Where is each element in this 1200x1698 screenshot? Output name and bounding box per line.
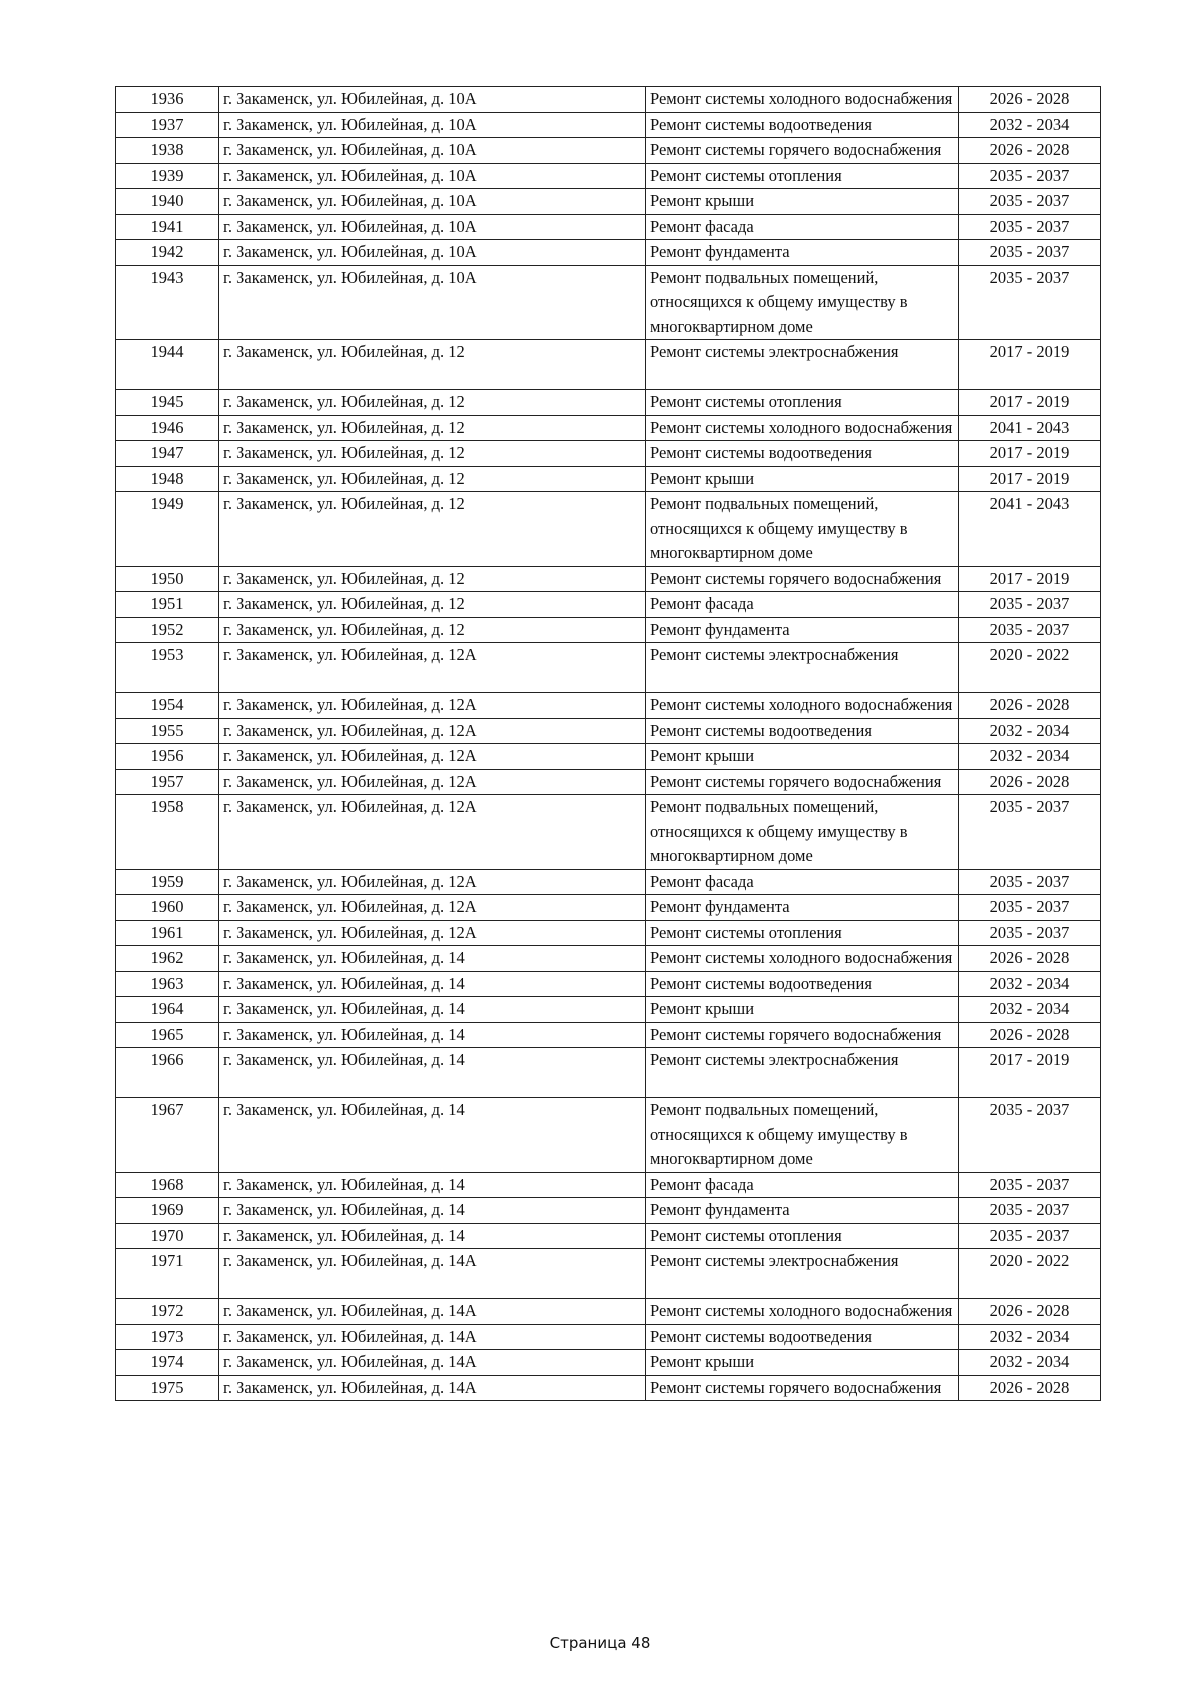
row-work-type: Ремонт системы горячего водоснабжения (646, 138, 959, 164)
table-row (116, 189, 1101, 215)
row-address: г. Закаменск, ул. Юбилейная, д. 12А (219, 718, 646, 744)
table-row (116, 718, 1101, 744)
row-work-type: Ремонт системы отопления (646, 920, 959, 946)
row-period: 2035 - 2037 (959, 920, 1101, 946)
row-number: 1952 (116, 617, 219, 643)
row-address: г. Закаменск, ул. Юбилейная, д. 14 (219, 997, 646, 1023)
row-period: 2026 - 2028 (959, 1022, 1101, 1048)
row-period: 2032 - 2034 (959, 744, 1101, 770)
row-period: 2035 - 2037 (959, 1098, 1101, 1173)
row-work-type: Ремонт фундамента (646, 617, 959, 643)
row-period: 2035 - 2037 (959, 214, 1101, 240)
row-period: 2041 - 2043 (959, 492, 1101, 567)
table-row (116, 340, 1101, 390)
row-period: 2035 - 2037 (959, 189, 1101, 215)
row-address: г. Закаменск, ул. Юбилейная, д. 14 (219, 1198, 646, 1224)
row-work-type: Ремонт системы холодного водоснабжения (646, 693, 959, 719)
row-period: 2035 - 2037 (959, 1198, 1101, 1224)
row-work-type: Ремонт системы отопления (646, 163, 959, 189)
row-work-type: Ремонт системы отопления (646, 1223, 959, 1249)
row-work-type: Ремонт системы холодного водоснабжения (646, 946, 959, 972)
row-period: 2017 - 2019 (959, 340, 1101, 390)
row-number: 1969 (116, 1198, 219, 1224)
row-number: 1968 (116, 1172, 219, 1198)
page-number: Страница 48 (549, 1634, 651, 1652)
row-number: 1948 (116, 466, 219, 492)
table-row (116, 466, 1101, 492)
row-address: г. Закаменск, ул. Юбилейная, д. 12А (219, 895, 646, 921)
row-address: г. Закаменск, ул. Юбилейная, д. 10А (219, 189, 646, 215)
row-work-type: Ремонт фасада (646, 869, 959, 895)
row-address: г. Закаменск, ул. Юбилейная, д. 10А (219, 138, 646, 164)
row-work-type: Ремонт крыши (646, 744, 959, 770)
table-row (116, 1198, 1101, 1224)
row-work-type: Ремонт системы горячего водоснабжения (646, 566, 959, 592)
table-row (116, 1350, 1101, 1376)
row-period: 2032 - 2034 (959, 112, 1101, 138)
row-work-type: Ремонт системы холодного водоснабжения (646, 1299, 959, 1325)
row-period: 2020 - 2022 (959, 1249, 1101, 1299)
row-address: г. Закаменск, ул. Юбилейная, д. 14А (219, 1299, 646, 1325)
row-address: г. Закаменск, ул. Юбилейная, д. 12А (219, 795, 646, 870)
row-work-type: Ремонт фасада (646, 214, 959, 240)
row-number: 1972 (116, 1299, 219, 1325)
row-address: г. Закаменск, ул. Юбилейная, д. 14 (219, 971, 646, 997)
row-number: 1945 (116, 390, 219, 416)
row-work-type: Ремонт системы холодного водоснабжения (646, 87, 959, 113)
row-period: 2035 - 2037 (959, 265, 1101, 340)
table-row (116, 1324, 1101, 1350)
row-number: 1973 (116, 1324, 219, 1350)
row-address: г. Закаменск, ул. Юбилейная, д. 10А (219, 240, 646, 266)
row-number: 1970 (116, 1223, 219, 1249)
row-work-type: Ремонт системы электроснабжения (646, 1048, 959, 1098)
row-work-type: Ремонт фундамента (646, 1198, 959, 1224)
table-row (116, 1299, 1101, 1325)
table-row (116, 1048, 1101, 1098)
row-period: 2035 - 2037 (959, 592, 1101, 618)
row-number: 1958 (116, 795, 219, 870)
row-period: 2026 - 2028 (959, 87, 1101, 113)
row-address: г. Закаменск, ул. Юбилейная, д. 14А (219, 1324, 646, 1350)
row-number: 1947 (116, 441, 219, 467)
row-number: 1961 (116, 920, 219, 946)
row-address: г. Закаменск, ул. Юбилейная, д. 14 (219, 1048, 646, 1098)
row-period: 2017 - 2019 (959, 566, 1101, 592)
row-number: 1965 (116, 1022, 219, 1048)
row-period: 2017 - 2019 (959, 390, 1101, 416)
row-address: г. Закаменск, ул. Юбилейная, д. 12 (219, 340, 646, 390)
repair-schedule-table (115, 86, 1101, 1401)
row-address: г. Закаменск, ул. Юбилейная, д. 12 (219, 566, 646, 592)
row-work-type: Ремонт системы водоотведения (646, 1324, 959, 1350)
table-row (116, 1172, 1101, 1198)
table-row (116, 946, 1101, 972)
table-row (116, 1098, 1101, 1173)
table-row (116, 769, 1101, 795)
table-row (116, 415, 1101, 441)
row-address: г. Закаменск, ул. Юбилейная, д. 14 (219, 1098, 646, 1173)
row-address: г. Закаменск, ул. Юбилейная, д. 14А (219, 1249, 646, 1299)
table-row (116, 163, 1101, 189)
row-work-type: Ремонт системы водоотведения (646, 971, 959, 997)
table-row (116, 1249, 1101, 1299)
row-period: 2026 - 2028 (959, 138, 1101, 164)
row-address: г. Закаменск, ул. Юбилейная, д. 12А (219, 643, 646, 693)
table-row (116, 390, 1101, 416)
row-work-type: Ремонт подвальных помещений, относящихся к общему имуществу в многоквартирном доме (646, 795, 959, 870)
row-work-type: Ремонт подвальных помещений, относящихся к общему имуществу в многоквартирном доме (646, 492, 959, 567)
table-row (116, 592, 1101, 618)
row-work-type: Ремонт фасада (646, 1172, 959, 1198)
row-number: 1940 (116, 189, 219, 215)
row-number: 1950 (116, 566, 219, 592)
row-work-type: Ремонт фасада (646, 592, 959, 618)
row-number: 1971 (116, 1249, 219, 1299)
table-body (116, 87, 1101, 1401)
row-period: 2035 - 2037 (959, 617, 1101, 643)
row-work-type: Ремонт подвальных помещений, относящихся к общему имуществу в многоквартирном доме (646, 1098, 959, 1173)
row-period: 2032 - 2034 (959, 1324, 1101, 1350)
row-period: 2026 - 2028 (959, 693, 1101, 719)
row-period: 2032 - 2034 (959, 1350, 1101, 1376)
table-row (116, 643, 1101, 693)
table-row (116, 87, 1101, 113)
row-address: г. Закаменск, ул. Юбилейная, д. 12 (219, 592, 646, 618)
row-address: г. Закаменск, ул. Юбилейная, д. 12А (219, 920, 646, 946)
row-number: 1967 (116, 1098, 219, 1173)
table-row (116, 566, 1101, 592)
row-number: 1951 (116, 592, 219, 618)
table-row (116, 265, 1101, 340)
row-period: 2026 - 2028 (959, 946, 1101, 972)
row-number: 1962 (116, 946, 219, 972)
row-work-type: Ремонт крыши (646, 189, 959, 215)
table-row (116, 112, 1101, 138)
row-number: 1941 (116, 214, 219, 240)
row-number: 1960 (116, 895, 219, 921)
row-work-type: Ремонт системы холодного водоснабжения (646, 415, 959, 441)
row-work-type: Ремонт системы горячего водоснабжения (646, 1022, 959, 1048)
row-number: 1949 (116, 492, 219, 567)
row-address: г. Закаменск, ул. Юбилейная, д. 12 (219, 390, 646, 416)
row-number: 1964 (116, 997, 219, 1023)
row-address: г. Закаменск, ул. Юбилейная, д. 12А (219, 869, 646, 895)
row-period: 2035 - 2037 (959, 1223, 1101, 1249)
row-work-type: Ремонт фундамента (646, 240, 959, 266)
row-period: 2035 - 2037 (959, 240, 1101, 266)
table-row (116, 492, 1101, 567)
row-period: 2035 - 2037 (959, 795, 1101, 870)
row-period: 2032 - 2034 (959, 997, 1101, 1023)
row-address: г. Закаменск, ул. Юбилейная, д. 14А (219, 1350, 646, 1376)
row-period: 2032 - 2034 (959, 718, 1101, 744)
table-row (116, 617, 1101, 643)
row-number: 1946 (116, 415, 219, 441)
table-row (116, 214, 1101, 240)
row-number: 1939 (116, 163, 219, 189)
table-row (116, 1022, 1101, 1048)
row-number: 1938 (116, 138, 219, 164)
row-work-type: Ремонт крыши (646, 997, 959, 1023)
row-period: 2026 - 2028 (959, 769, 1101, 795)
table-row (116, 971, 1101, 997)
row-address: г. Закаменск, ул. Юбилейная, д. 10А (219, 87, 646, 113)
row-number: 1957 (116, 769, 219, 795)
row-address: г. Закаменск, ул. Юбилейная, д. 14 (219, 1022, 646, 1048)
row-address: г. Закаменск, ул. Юбилейная, д. 10А (219, 112, 646, 138)
row-address: г. Закаменск, ул. Юбилейная, д. 12А (219, 744, 646, 770)
row-work-type: Ремонт системы электроснабжения (646, 340, 959, 390)
row-number: 1954 (116, 693, 219, 719)
row-work-type: Ремонт фундамента (646, 895, 959, 921)
row-work-type: Ремонт крыши (646, 1350, 959, 1376)
row-address: г. Закаменск, ул. Юбилейная, д. 14 (219, 1172, 646, 1198)
row-address: г. Закаменск, ул. Юбилейная, д. 14 (219, 1223, 646, 1249)
row-period: 2035 - 2037 (959, 895, 1101, 921)
row-address: г. Закаменск, ул. Юбилейная, д. 10А (219, 214, 646, 240)
table-row (116, 744, 1101, 770)
row-number: 1966 (116, 1048, 219, 1098)
row-address: г. Закаменск, ул. Юбилейная, д. 10А (219, 163, 646, 189)
row-period: 2017 - 2019 (959, 466, 1101, 492)
row-address: г. Закаменск, ул. Юбилейная, д. 14А (219, 1375, 646, 1401)
row-number: 1975 (116, 1375, 219, 1401)
row-number: 1959 (116, 869, 219, 895)
row-address: г. Закаменск, ул. Юбилейная, д. 10А (219, 265, 646, 340)
row-work-type: Ремонт подвальных помещений, относящихся к общему имуществу в многоквартирном доме (646, 265, 959, 340)
row-period: 2041 - 2043 (959, 415, 1101, 441)
row-number: 1963 (116, 971, 219, 997)
row-number: 1943 (116, 265, 219, 340)
row-work-type: Ремонт системы электроснабжения (646, 643, 959, 693)
table-row (116, 920, 1101, 946)
row-period: 2035 - 2037 (959, 869, 1101, 895)
table-row (116, 240, 1101, 266)
row-address: г. Закаменск, ул. Юбилейная, д. 12 (219, 415, 646, 441)
table-row (116, 895, 1101, 921)
row-number: 1937 (116, 112, 219, 138)
row-work-type: Ремонт системы отопления (646, 390, 959, 416)
row-work-type: Ремонт системы водоотведения (646, 718, 959, 744)
row-period: 2026 - 2028 (959, 1299, 1101, 1325)
row-address: г. Закаменск, ул. Юбилейная, д. 12 (219, 492, 646, 567)
row-period: 2035 - 2037 (959, 1172, 1101, 1198)
row-address: г. Закаменск, ул. Юбилейная, д. 12 (219, 617, 646, 643)
row-address: г. Закаменск, ул. Юбилейная, д. 12А (219, 769, 646, 795)
row-work-type: Ремонт системы водоотведения (646, 441, 959, 467)
row-address: г. Закаменск, ул. Юбилейная, д. 12 (219, 441, 646, 467)
row-period: 2017 - 2019 (959, 1048, 1101, 1098)
table-row (116, 441, 1101, 467)
table-row (116, 138, 1101, 164)
row-number: 1956 (116, 744, 219, 770)
row-number: 1974 (116, 1350, 219, 1376)
table-row (116, 693, 1101, 719)
row-period: 2020 - 2022 (959, 643, 1101, 693)
row-period: 2032 - 2034 (959, 971, 1101, 997)
row-address: г. Закаменск, ул. Юбилейная, д. 12А (219, 693, 646, 719)
row-work-type: Ремонт системы водоотведения (646, 112, 959, 138)
table-row (116, 997, 1101, 1023)
row-period: 2035 - 2037 (959, 163, 1101, 189)
row-address: г. Закаменск, ул. Юбилейная, д. 14 (219, 946, 646, 972)
row-number: 1955 (116, 718, 219, 744)
row-number: 1944 (116, 340, 219, 390)
table-row (116, 795, 1101, 870)
row-work-type: Ремонт системы горячего водоснабжения (646, 769, 959, 795)
row-number: 1936 (116, 87, 219, 113)
row-number: 1953 (116, 643, 219, 693)
row-work-type: Ремонт системы электроснабжения (646, 1249, 959, 1299)
row-period: 2017 - 2019 (959, 441, 1101, 467)
table-row (116, 1223, 1101, 1249)
row-number: 1942 (116, 240, 219, 266)
row-work-type: Ремонт системы горячего водоснабжения (646, 1375, 959, 1401)
table-row (116, 869, 1101, 895)
row-work-type: Ремонт крыши (646, 466, 959, 492)
row-address: г. Закаменск, ул. Юбилейная, д. 12 (219, 466, 646, 492)
row-period: 2026 - 2028 (959, 1375, 1101, 1401)
table-row (116, 1375, 1101, 1401)
